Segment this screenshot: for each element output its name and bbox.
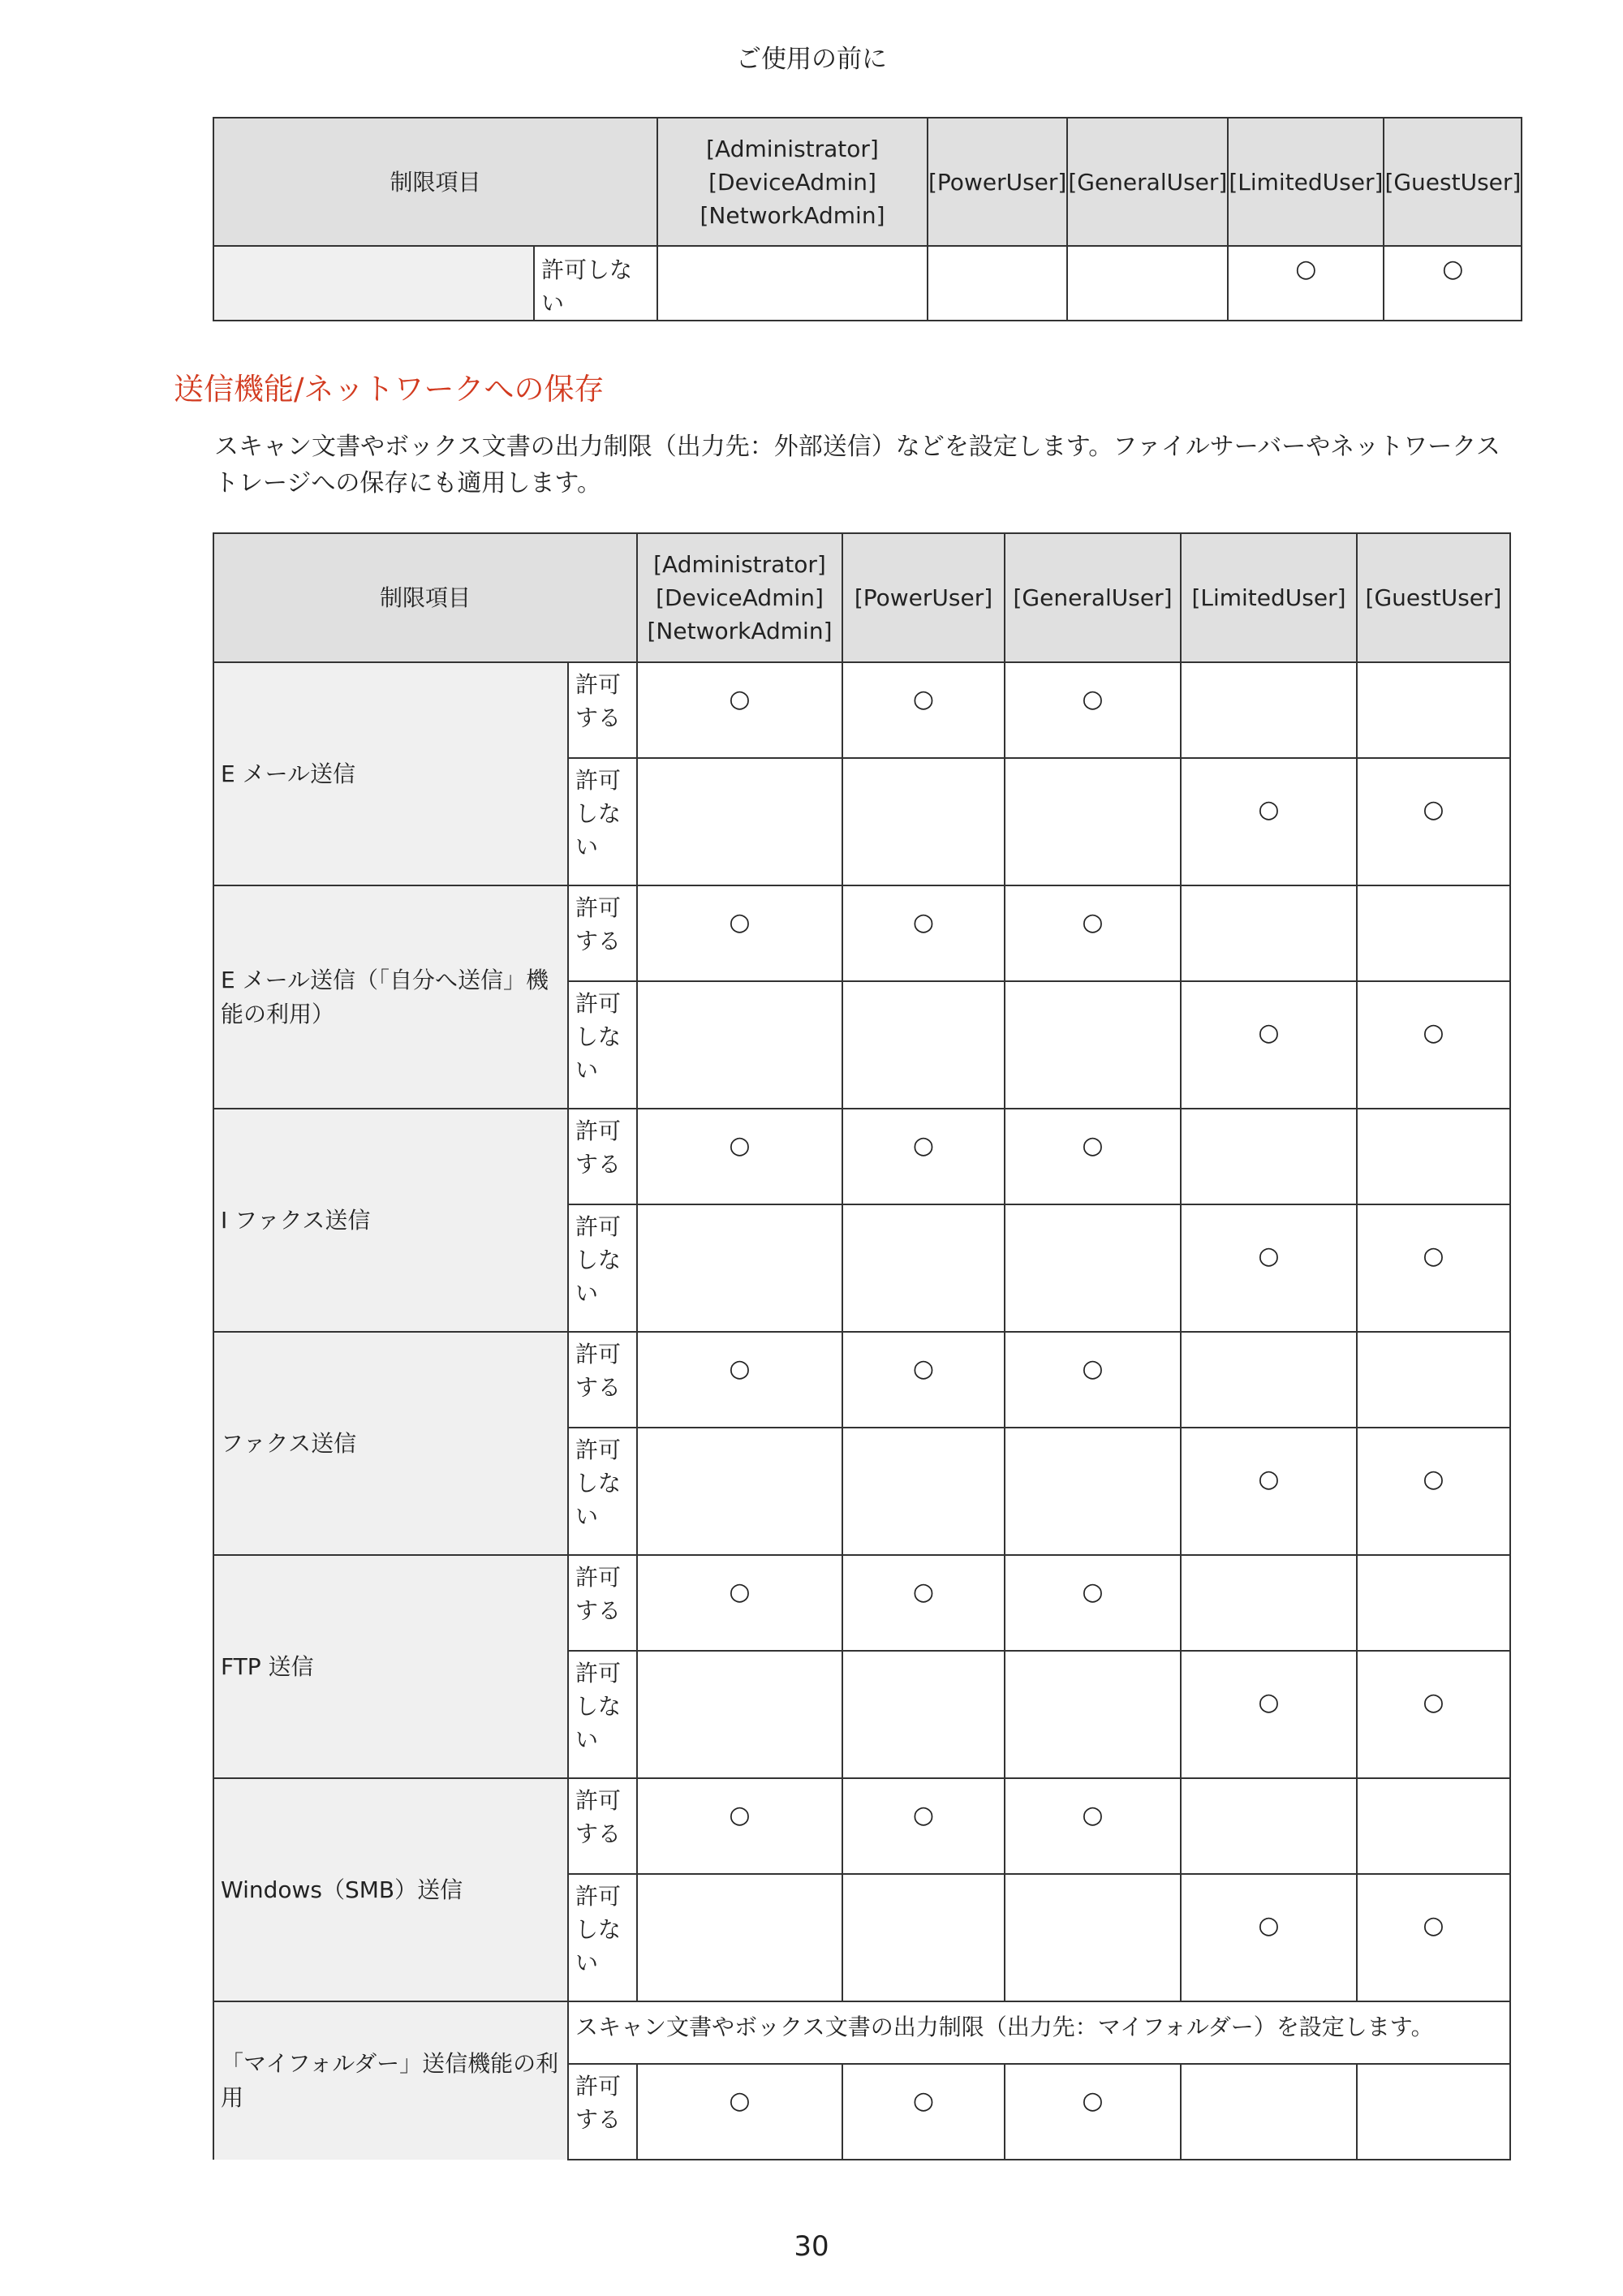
header-admin-line1: [Administrator] (706, 135, 879, 162)
mark-limited: ○ (1181, 1651, 1357, 1778)
mark-admin (637, 1428, 842, 1555)
option-allow: 許可 する (568, 1778, 637, 1874)
mark-guest (1357, 1109, 1510, 1204)
mark-limited (1181, 1778, 1357, 1874)
header-general: [GeneralUser] (1067, 118, 1228, 246)
item-cell: E メール送信（「自分へ送信」機能の利用） (213, 885, 568, 1109)
table-row (213, 2001, 1510, 2064)
header-item: 制限項目 (213, 118, 657, 246)
item-cell: E メール送信 (213, 662, 568, 885)
header-admin (657, 118, 928, 246)
mark-power: ○ (842, 1778, 1005, 1874)
option-allow: 許可 する (568, 2064, 637, 2160)
mark-limited: ○ (1181, 758, 1357, 885)
mark-power (842, 758, 1005, 885)
mark-limited (1181, 1109, 1357, 1204)
option-allow: 許可 する (568, 885, 637, 981)
mark-admin: ○ (637, 662, 842, 758)
option-deny: 許可 しな い (568, 1428, 637, 1555)
header-general: [GeneralUser] (1005, 533, 1181, 662)
mark-general (1005, 1651, 1181, 1778)
mark-limited: ○ (1181, 981, 1357, 1109)
mark-admin: ○ (637, 1778, 842, 1874)
item-cell: I ファクス送信 (213, 1109, 568, 1332)
permission-table-continued (213, 117, 1522, 321)
mark-power: ○ (842, 2064, 1005, 2160)
table-header-row (213, 533, 1510, 662)
mark-power (842, 1428, 1005, 1555)
mark-admin: ○ (637, 1109, 842, 1204)
mark-power: ○ (842, 662, 1005, 758)
mark-admin: ○ (637, 885, 842, 981)
section-description: スキャン文書やボックス文書の出力制限（出力先：外部送信）などを設定します。ファイルサーバーやネットワークストレージへの保存にも適用します。 (214, 433, 1500, 498)
item-cell: Windows（SMB）送信 (213, 1778, 568, 2001)
option-deny: 許可 しな い (568, 758, 637, 885)
mark-guest: ○ (1357, 1428, 1510, 1555)
page-number: 30 (794, 2230, 829, 2263)
mark-power: ○ (842, 1555, 1005, 1651)
mark-limited (1181, 662, 1357, 758)
mark-limited (1181, 2064, 1357, 2160)
option-allow: 許可 する (568, 1555, 637, 1651)
table-row (213, 1109, 1510, 1204)
mark-admin (637, 981, 842, 1109)
mark-limited (1181, 1332, 1357, 1428)
mark-general (1005, 1874, 1181, 2001)
option-allow: 許可 する (568, 1332, 637, 1428)
mark-general: ○ (1005, 1555, 1181, 1651)
table-row (213, 246, 1522, 321)
option-deny: 許可 しな い (568, 981, 637, 1109)
mark-admin (637, 1651, 842, 1778)
header-power: [PowerUser] (928, 118, 1067, 246)
header-admin-line2: [DeviceAdmin] (708, 168, 876, 196)
mark-power (842, 1651, 1005, 1778)
header-item: 制限項目 (213, 533, 637, 662)
mark-admin: ○ (637, 2064, 842, 2160)
mark-power (842, 981, 1005, 1109)
mark-admin (657, 246, 928, 321)
header-power: [PowerUser] (842, 533, 1005, 662)
mark-general: ○ (1005, 1778, 1181, 1874)
header-limited: [LimitedUser] (1228, 118, 1384, 246)
mark-guest: ○ (1357, 1651, 1510, 1778)
item-cell: ファクス送信 (213, 1332, 568, 1555)
option-deny: 許可 しな い (568, 1874, 637, 2001)
mark-limited (1181, 1555, 1357, 1651)
mark-limited: ○ (1181, 1428, 1357, 1555)
mark-general (1005, 1428, 1181, 1555)
option-allow: 許可 する (568, 662, 637, 758)
table-row (213, 1778, 1510, 1874)
table-row (213, 1555, 1510, 1651)
header-limited: [LimitedUser] (1181, 533, 1357, 662)
mark-power: ○ (842, 885, 1005, 981)
mark-guest (1357, 1778, 1510, 1874)
mark-power: ○ (842, 1332, 1005, 1428)
mark-guest: ○ (1357, 758, 1510, 885)
mark-admin: ○ (637, 1332, 842, 1428)
header-admin-line3: [NetworkAdmin] (700, 201, 885, 229)
mark-general (1067, 246, 1228, 321)
mark-limited: ○ (1228, 246, 1384, 321)
mark-guest (1357, 662, 1510, 758)
header-admin-line3: [NetworkAdmin] (647, 618, 833, 644)
header-admin (637, 533, 842, 662)
mark-general (1005, 1204, 1181, 1332)
item-cell: FTP 送信 (213, 1555, 568, 1778)
mark-guest: ○ (1357, 1874, 1510, 2001)
permission-table (213, 532, 1511, 2160)
table-row (213, 885, 1510, 981)
option-deny: 許可 しな い (568, 1204, 637, 1332)
mark-power (928, 246, 1067, 321)
note-cell: スキャン文書やボックス文書の出力制限（出力先：マイフォルダー）を設定します。 (568, 2001, 1510, 2064)
mark-power (842, 1204, 1005, 1332)
mark-guest: ○ (1357, 1204, 1510, 1332)
mark-guest (1357, 2064, 1510, 2160)
mark-general (1005, 981, 1181, 1109)
mark-limited (1181, 885, 1357, 981)
item-cell (213, 246, 534, 321)
mark-limited: ○ (1181, 1874, 1357, 2001)
header-admin-line1: [Administrator] (653, 551, 826, 578)
mark-admin (637, 758, 842, 885)
table-row (213, 662, 1510, 758)
mark-general: ○ (1005, 662, 1181, 758)
option-deny: 許可 しな い (568, 1651, 637, 1778)
mark-guest: ○ (1357, 981, 1510, 1109)
mark-general: ○ (1005, 885, 1181, 981)
page-header: ご使用の前に (736, 45, 887, 74)
mark-guest (1357, 1555, 1510, 1651)
mark-general: ○ (1005, 1109, 1181, 1204)
item-cell: 「マイフォルダー」送信機能の利用 (213, 2001, 568, 2160)
option-cell: 許可しない (534, 246, 657, 321)
mark-guest (1357, 1332, 1510, 1428)
header-guest: [GuestUser] (1357, 533, 1510, 662)
header-guest: [GuestUser] (1384, 118, 1522, 246)
table-header-row (213, 118, 1522, 246)
mark-admin: ○ (637, 1555, 842, 1651)
mark-general: ○ (1005, 1332, 1181, 1428)
mark-guest: ○ (1384, 246, 1522, 321)
mark-power (842, 1874, 1005, 2001)
mark-admin (637, 1204, 842, 1332)
mark-general (1005, 758, 1181, 885)
section-title: 送信機能/ネットワークへの保存 (174, 372, 605, 407)
header-admin-line2: [DeviceAdmin] (656, 584, 824, 611)
mark-limited: ○ (1181, 1204, 1357, 1332)
option-allow: 許可 する (568, 1109, 637, 1204)
mark-general: ○ (1005, 2064, 1181, 2160)
mark-admin (637, 1874, 842, 2001)
mark-guest (1357, 885, 1510, 981)
mark-power: ○ (842, 1109, 1005, 1204)
table-row (213, 1332, 1510, 1428)
